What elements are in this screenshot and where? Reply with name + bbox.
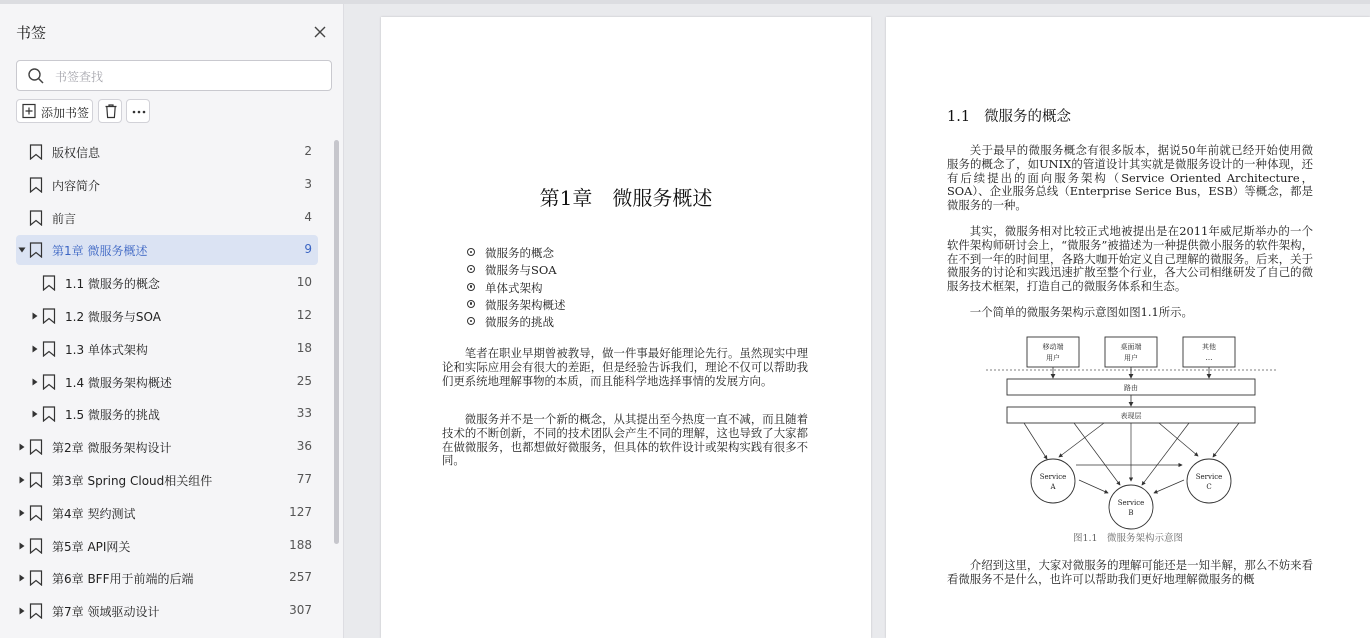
bookmark-page-number: 257 <box>289 570 312 585</box>
bookmark-item[interactable] <box>16 170 318 200</box>
service-label: A <box>1050 483 1056 491</box>
bookmark-icon <box>29 177 43 193</box>
architecture-diagram <box>984 335 1278 545</box>
client-box <box>1027 337 1079 367</box>
outline-item-text: 单体式架构 <box>485 280 543 295</box>
bookmark-item[interactable] <box>16 596 318 626</box>
bookmark-page-number: 3 <box>304 176 312 191</box>
bookmark-item[interactable] <box>16 563 318 593</box>
body-paragraph: 笔者在职业早期曾被教导，做一件事最好能理论先行。虽然现实中理论和实际应用会有很大的差距，但是经验告诉我们，理论不仅可以帮助我们更系统地理解事物的本质，而且能科学地选择事情的发展方向。 <box>442 346 808 388</box>
close-icon[interactable] <box>310 22 330 42</box>
bookmark-page-number: 4 <box>304 209 312 224</box>
bookmark-panel <box>0 4 344 638</box>
bookmark-item[interactable] <box>16 334 318 364</box>
client-label: 移动端 <box>1042 343 1064 351</box>
bookmark-icon <box>29 242 43 258</box>
bullet-icon <box>467 265 475 273</box>
bookmark-icon <box>29 144 43 160</box>
bookmark-page-number: 12 <box>296 308 312 322</box>
bookmark-icon <box>29 210 43 226</box>
more-options-button[interactable] <box>126 99 150 123</box>
bookmark-page-number: 18 <box>296 340 312 355</box>
service-node <box>1031 459 1075 503</box>
body-paragraph: 关于最早的微服务概念有很多版本，据说50年前就已经开始使用微服务的概念了，如UNIX的管道设计其实就是微服务设计的一种体现，还有后续提出的面向服务架构（Service Oriented Architecture，SOA）、企业服务总线（Enterprise Serice Bus，ESB）等概念，都是微服务的一种。 <box>947 143 1313 213</box>
more-icon <box>130 104 148 120</box>
caret-right-icon[interactable] <box>18 542 26 550</box>
body-paragraph: 微服务并不是一个新的概念，从其提出至今热度一直不减，而且随着技术的不断创新，不同的技术团队会产生不同的理解，这也导致了大家都在做微服务，也都想做好微服务，但具体的软件设计或架构实践有很多不同。 <box>442 412 808 468</box>
outline-item-text: 微服务的挑战 <box>485 315 554 330</box>
bookmark-label: 1.5 微服务的挑战 <box>65 408 160 423</box>
client-label: 其他 <box>1202 343 1216 351</box>
bookmark-item[interactable] <box>16 235 318 265</box>
body-paragraph: 其实，微服务相对比较正式地被提出是在2011年威尼斯举办的一个软件架构师研讨会上，“微服务”被描述为一种提供微小服务的软件架构，在不到一年的时间里，各路大咖开始定义自己理解的微服务。后来，关于微服务的讨论和实践迅速扩散至整个行业，各大公司相继研发了自己的微服务技术框架，打造自己的微服务体系和生态。 <box>947 224 1313 294</box>
bookmark-icon <box>29 472 43 488</box>
bookmark-label: 第7章 领域驱动设计 <box>52 605 160 620</box>
caret-down-icon[interactable] <box>18 246 26 254</box>
bookmark-item[interactable] <box>16 498 318 528</box>
bookmark-label: 1.2 微服务与SOA <box>65 310 161 324</box>
service-label: B <box>1128 509 1134 517</box>
bookmark-icon <box>29 505 43 521</box>
outline-item-text: 微服务与SOA <box>485 263 557 278</box>
chapter-title: 第1章 微服务概述 <box>539 186 713 210</box>
bullet-icon <box>467 283 475 291</box>
presentation-label: 表现层 <box>1120 412 1142 420</box>
bookmark-page-number: 33 <box>296 406 312 421</box>
bookmark-item[interactable] <box>16 432 318 462</box>
service-label: C <box>1206 483 1212 491</box>
caret-right-icon[interactable] <box>18 574 26 582</box>
service-node <box>1109 485 1153 529</box>
bookmark-label: 第2章 微服务架构设计 <box>52 441 172 456</box>
outline-item-text: 微服务架构概述 <box>485 297 566 312</box>
bookmark-label: 版权信息 <box>52 146 101 160</box>
bookmark-item[interactable] <box>16 301 318 331</box>
bookmark-icon <box>42 374 56 390</box>
bookmark-item[interactable] <box>16 465 318 495</box>
delete-bookmark-button[interactable] <box>98 99 122 123</box>
caret-right-icon[interactable] <box>31 345 39 353</box>
document-page-left <box>381 17 871 638</box>
bookmark-label: 前言 <box>52 211 77 226</box>
bookmark-item[interactable] <box>16 137 318 167</box>
bookmark-scrollbar[interactable] <box>334 140 339 544</box>
caret-right-icon[interactable] <box>31 378 39 386</box>
trash-icon <box>103 103 119 119</box>
bookmark-search-field[interactable] <box>16 60 332 91</box>
caret-right-icon[interactable] <box>18 607 26 615</box>
bookmark-item[interactable] <box>16 531 318 561</box>
bookmark-item[interactable] <box>16 399 318 429</box>
bullet-icon <box>467 248 475 256</box>
bookmark-label: 第3章 Spring Cloud相关组件 <box>52 474 213 488</box>
section-heading <box>947 105 1071 126</box>
panel-title: 书签 <box>16 24 47 42</box>
section-number: 1.1 <box>947 109 971 125</box>
client-label: 桌面端 <box>1120 343 1142 351</box>
caret-right-icon[interactable] <box>18 476 26 484</box>
bookmark-page-number: 25 <box>296 373 312 388</box>
bookmark-page-number: 307 <box>289 603 312 618</box>
figure-caption: 图1.1 微服务架构示意图 <box>1072 533 1184 544</box>
bookmark-icon <box>42 275 56 291</box>
bookmark-item[interactable] <box>16 203 318 233</box>
service-label: Service <box>1117 499 1145 507</box>
bullet-icon <box>467 317 475 325</box>
bookmark-icon <box>42 406 56 422</box>
add-bookmark-button[interactable] <box>16 99 93 123</box>
body-paragraph: 介绍到这里，大家对微服务的理解可能还是一知半解，那么不妨来看看微服务不是什么，也许可以帮助我们更好地理解微服务的概 <box>947 558 1313 586</box>
service-label: Service <box>1039 473 1067 481</box>
bookmark-label: 第1章 微服务概述 <box>52 244 148 259</box>
client-box <box>1183 337 1235 367</box>
caret-right-icon[interactable] <box>31 410 39 418</box>
caret-right-icon[interactable] <box>18 509 26 517</box>
service-node <box>1187 459 1231 503</box>
search-icon <box>27 67 45 85</box>
bookmark-icon <box>42 341 56 357</box>
bookmark-label: 1.3 单体式架构 <box>65 342 148 357</box>
client-box <box>1105 337 1157 367</box>
bookmark-page-number: 2 <box>304 144 312 158</box>
add-bookmark-label: 添加书签 <box>41 106 90 120</box>
client-label: 用户 <box>1046 354 1060 362</box>
router-label: 路由 <box>1124 384 1138 392</box>
bullet-icon <box>467 300 475 308</box>
body-paragraph: 一个简单的微服务架构示意图如图1.1所示。 <box>969 305 1193 319</box>
bookmark-label: 第5章 API网关 <box>52 539 131 554</box>
bookmark-search-input[interactable] <box>53 61 327 92</box>
bookmark-label: 第6章 BFF用于前端的后端 <box>52 572 194 587</box>
bookmark-page-number: 9 <box>304 242 312 257</box>
bookmark-icon <box>42 308 56 324</box>
bookmark-page-number: 10 <box>296 275 312 290</box>
client-label: 用户 <box>1124 354 1138 362</box>
section-title: 微服务的概念 <box>984 109 1072 125</box>
caret-right-icon[interactable] <box>18 443 26 451</box>
bookmark-page-number: 127 <box>289 504 312 519</box>
bookmark-add-icon <box>21 103 37 119</box>
caret-right-icon[interactable] <box>31 312 39 320</box>
bookmark-page-number: 188 <box>289 537 312 552</box>
bookmark-icon <box>29 439 43 455</box>
outline-item-text: 微服务的概念 <box>485 246 554 260</box>
document-page-right <box>886 17 1370 638</box>
bookmark-item[interactable] <box>16 268 318 298</box>
bookmark-item[interactable] <box>16 367 318 397</box>
bookmark-page-number: 36 <box>296 439 312 454</box>
bookmark-label: 1.1 微服务的概念 <box>65 277 160 292</box>
bookmark-label: 内容简介 <box>52 178 101 193</box>
service-label: Service <box>1195 473 1223 481</box>
bookmark-icon <box>29 603 43 619</box>
bookmark-label: 第4章 契约测试 <box>52 506 136 521</box>
client-label: … <box>1205 354 1213 362</box>
bookmark-icon <box>29 538 43 554</box>
bookmark-label: 1.4 微服务架构概述 <box>65 375 172 390</box>
bookmark-icon <box>29 570 43 586</box>
bookmark-page-number: 77 <box>296 472 312 486</box>
